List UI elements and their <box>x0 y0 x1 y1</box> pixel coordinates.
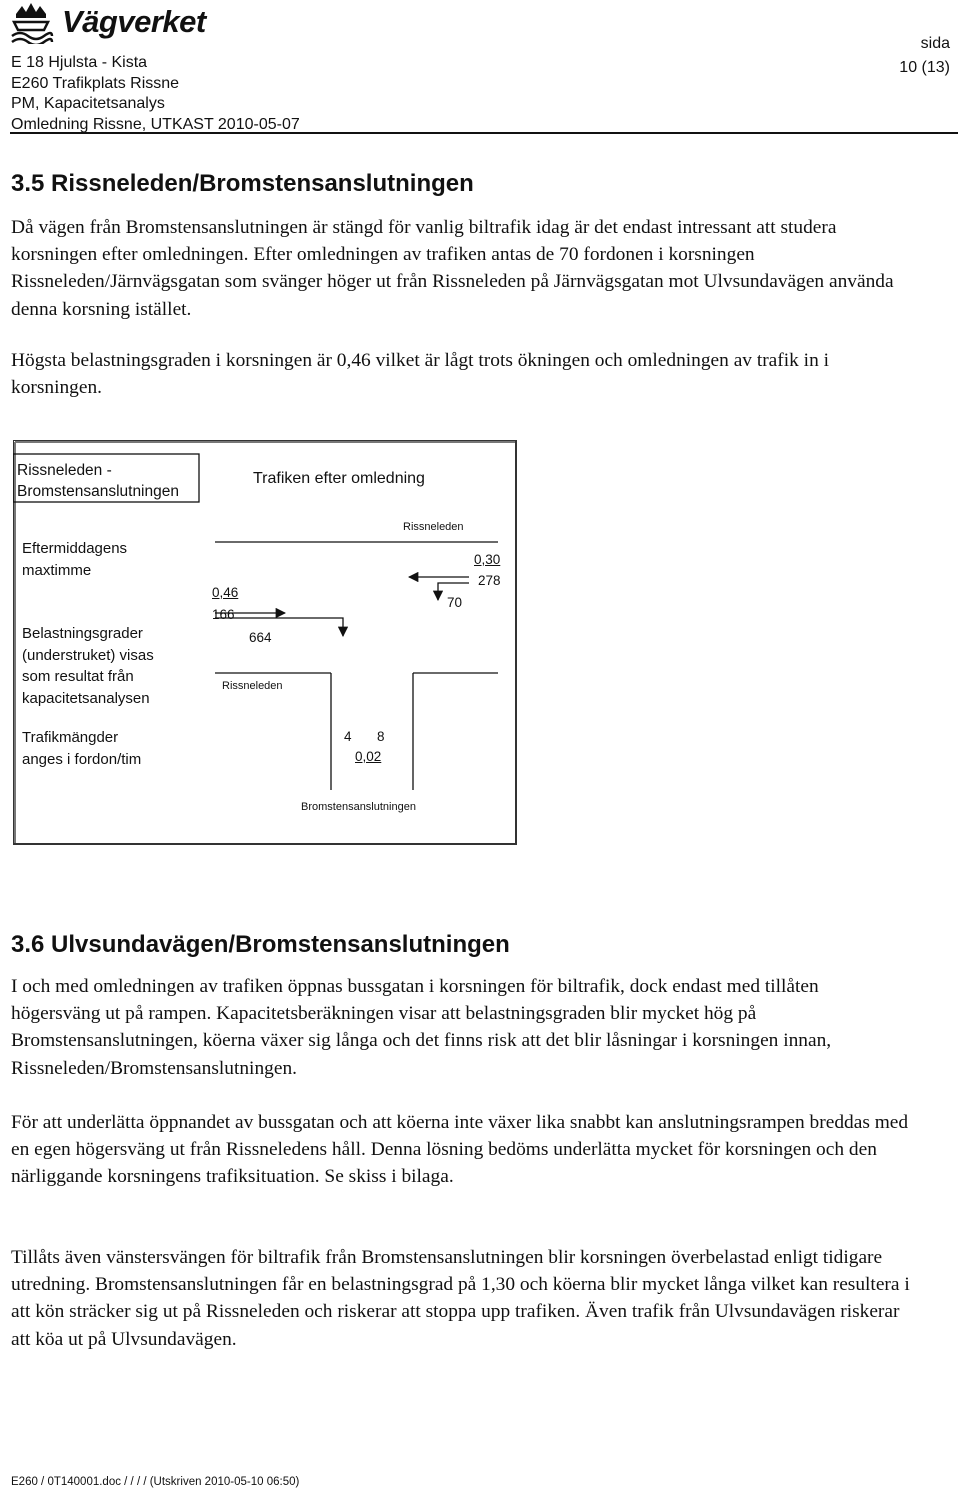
legend-traffic-line-1: Trafikmängder <box>22 729 119 746</box>
diagram-title <box>17 460 179 502</box>
document-footer: E260 / 0T140001.doc / / / / (Utskriven 2010-05-10 06:50) <box>11 1476 300 1488</box>
east-through-volume: 278 <box>478 573 501 588</box>
subproject-line: E260 Trafikplats Rissne <box>11 74 180 92</box>
section-3-5-paragraph-2: Högsta belastningsgraden i korsningen är 0,46 vilket är lågt trots ökningen och omledningen av trafik in i korsningen. <box>11 350 829 399</box>
road-label-bromstensanslutningen: Bromstensanslutningen <box>301 801 416 813</box>
section-3-6-paragraph-2: För att underlätta öppnandet av bussgatan och att köerna inte växer lika snabbt kan anslutningsrampen breddas med en egen högersväng ut från Rissneledens håll. Denna lösning bedöms underlätta mycket för korsningen och den närliggande korsningens trafiksituation. Se skiss i bilaga. <box>11 1112 909 1188</box>
page-indicator <box>899 32 950 80</box>
section-heading-3-6: 3.6 Ulvsundavägen/Bromstensanslutningen <box>11 931 510 958</box>
east-load-degree: 0,30 <box>474 552 501 567</box>
diagram-subtitle: Trafiken efter omledning <box>253 470 425 487</box>
document-type-line: PM, Kapacitetsanalys <box>11 95 165 112</box>
legend-traffic-line-2: anges i fordon/tim <box>22 750 142 768</box>
document-header-info <box>11 53 300 135</box>
road-label-rissneleden-left: Rissneleden <box>222 680 283 692</box>
legend-load-line-4: kapacitetsanalysen <box>22 689 150 707</box>
diagram-title-line-1: Rissneleden - <box>17 462 112 479</box>
page-label: sida <box>920 35 950 52</box>
project-line: E 18 Hjulsta - Kista <box>11 54 148 71</box>
south-right-volume: 8 <box>377 729 385 744</box>
legend-time-line-1: Eftermiddagens <box>22 540 128 557</box>
west-turn-volume: 664 <box>249 630 272 645</box>
legend-time-line-2: maxtimme <box>22 561 92 579</box>
legend-load <box>22 623 154 709</box>
section-3-5-paragraph-1: Då vägen från Bromstensanslutningen är stängd för vanlig biltrafik idag är det endast intressant att studera korsningen efter omledningen. Efter omledningen av trafiken antas de 70 fordonen i korsningen Rissneleden/Järnvägsgatan som svänger höger ut från Rissneleden på Järnvägsgatan mot Ulvsundavägen använda denna korsning istället. <box>11 217 894 320</box>
section-3-6-paragraph-1: I och med omledningen av trafiken öppnas bussgatan i korsningen för biltrafik, dock endast med tillåten högersväng ut på rampen. Kapacitetsberäkningen visar att belastningsgraden blir mycket hög på Bromstensanslutningen, köerna växer sig långa och det finns risk att det blir låsningar i korsningen innan, Rissneleden/Bromstensanslutningen. <box>11 976 832 1079</box>
brand-name: Vägverket <box>62 4 206 39</box>
east-turn-volume: 70 <box>447 595 463 610</box>
section-3-6-paragraph-3: Tillåts även vänstersvängen för biltrafik från Bromstensanslutningen blir korsningen överbelastad enligt tidigare utredning. Bromstensanslutningen får en belastningsgrad på 1,30 och köerna blir mycket långa vilket kan resultera i att kön sträcker sig ut på Rissneleden och riskerar att stoppa upp trafiken. Även trafik från Ulvsundavägen riskerar att köa ut på Ulvsundavägen. <box>11 1247 910 1350</box>
legend-load-line-3: som resultat från <box>22 668 134 685</box>
south-left-volume: 4 <box>344 729 352 744</box>
legend-load-line-1: Belastningsgrader <box>22 625 143 642</box>
west-through-volume: 166 <box>212 607 235 622</box>
vagverket-logo <box>8 0 218 48</box>
legend-traffic <box>22 727 141 770</box>
diagram-title-line-2: Bromstensanslutningen <box>17 483 179 500</box>
crown-emblem-icon <box>8 0 54 44</box>
legend-load-line-2: (understruket) visas <box>22 646 154 664</box>
draft-line: Omledning Rissne, UTKAST 2010-05-07 <box>11 115 300 133</box>
section-heading-3-5: 3.5 Rissneleden/Bromstensanslutningen <box>11 170 474 197</box>
page-number: 10 (13) <box>899 59 950 76</box>
west-load-degree: 0,46 <box>212 585 239 600</box>
intersection-diagram <box>13 440 517 845</box>
header-divider <box>10 132 958 134</box>
road-label-rissneleden-top: Rissneleden <box>403 521 464 533</box>
legend-time <box>22 538 127 581</box>
south-load-degree: 0,02 <box>355 749 382 764</box>
